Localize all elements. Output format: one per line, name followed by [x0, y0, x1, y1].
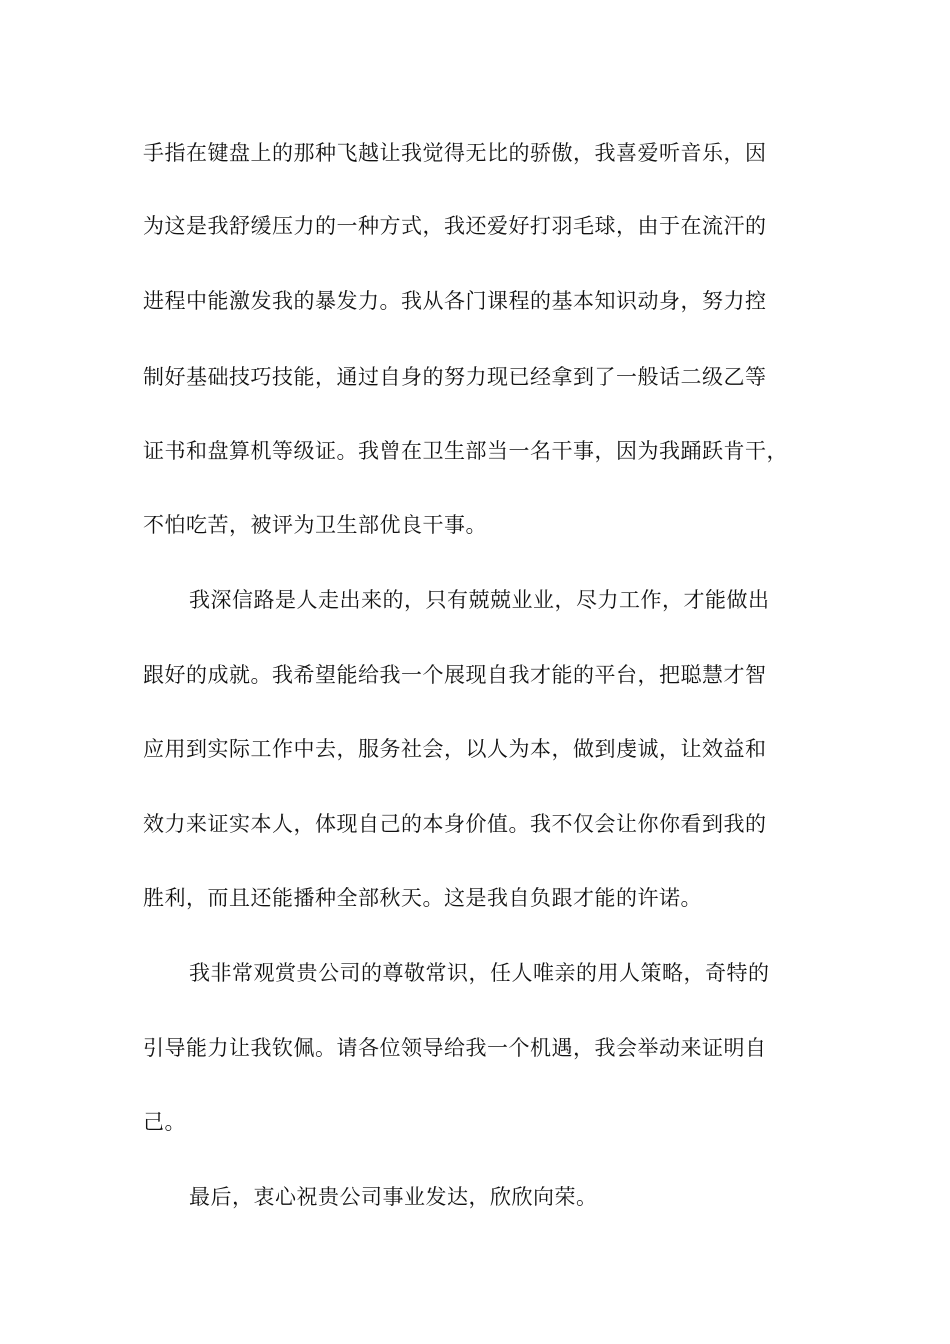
- paragraph-line: 引导能力让我钦佩。请各位领导给我一个机遇，我会举动来证明自: [143, 1036, 767, 1060]
- paragraph-line: 最后，衷心祝贵公司事业发达，欣欣向荣。: [189, 1185, 598, 1209]
- paragraph-line: 跟好的成就。我希望能给我一个展现自我才能的平台，把聪慧才智: [143, 663, 767, 687]
- paragraph-line: 胜利，而且还能播种全部秋天。这是我自负跟才能的许诺。: [143, 886, 702, 910]
- paragraph-line: 应用到实际工作中去，服务社会，以人为本，做到虔诚，让效益和: [143, 737, 767, 761]
- paragraph-line: 进程中能激发我的暴发力。我从各门课程的基本知识动身，努力控: [143, 289, 767, 313]
- paragraph-line: 制好基础技巧技能，通过自身的努力现已经拿到了一般话二级乙等: [143, 365, 767, 389]
- paragraph-line: 证书和盘算机等级证。我曾在卫生部当一名干事，因为我踊跃肯干，: [143, 439, 788, 463]
- paragraph-line: 我深信路是人走出来的，只有兢兢业业，尽力工作，才能做出: [189, 588, 770, 612]
- paragraph-line: 不怕吃苦，被评为卫生部优良干事。: [143, 513, 487, 537]
- paragraph-line: 效力来证实本人，体现自己的本身价值。我不仅会让你你看到我的: [143, 812, 767, 836]
- paragraph-line: 手指在键盘上的那种飞越让我觉得无比的骄傲，我喜爱听音乐，因: [143, 141, 767, 165]
- paragraph-line: 为这是我舒缓压力的一种方式，我还爱好打羽毛球，由于在流汗的: [143, 214, 767, 238]
- paragraph-line: 己。: [143, 1110, 186, 1134]
- paragraph-line: 我非常观赏贵公司的尊敬常识，任人唯亲的用人策略，奇特的: [189, 961, 770, 985]
